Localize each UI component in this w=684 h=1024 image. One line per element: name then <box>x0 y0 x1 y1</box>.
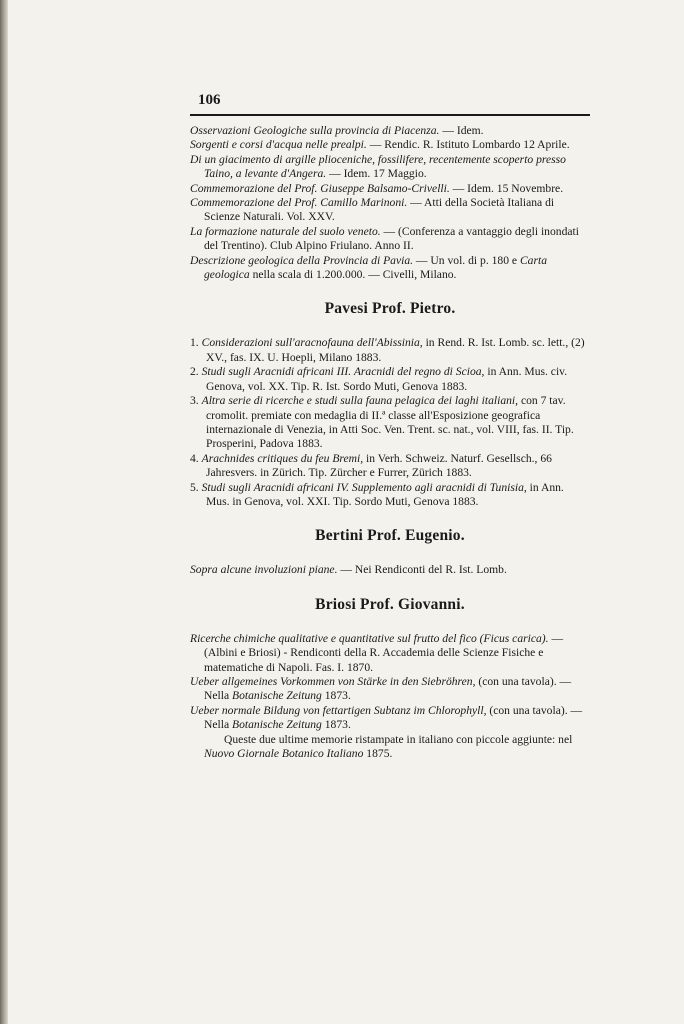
bibliography-entry <box>190 182 590 196</box>
entry-details: in Ann. Mus. in Genova, vol. XXI. Tip. Sordo Muti, Genova 1883. <box>206 480 564 508</box>
entry-title: Osservazioni Geologiche sulla provincia di Piacenza. <box>190 124 440 137</box>
closing-note <box>190 733 590 762</box>
numbered-entry <box>190 481 590 510</box>
pavesi-entries <box>190 336 590 509</box>
entry-title: Ueber allgemeines Vorkommen von Stärke in den Siebröhren, <box>190 674 476 688</box>
entry-title-secondary: Carta geologica <box>204 253 548 282</box>
entry-title: Ricerche chimiche qualitative e quantitative sul frutto del fico (Ficus carica). <box>190 631 549 645</box>
entry-title: Commemorazione del Prof. Giuseppe Balsamo-Crivelli. <box>190 181 450 195</box>
entry-title: Commemorazione del Prof. Camillo Marinoni. <box>190 196 408 210</box>
entry-details: in Ann. Mus. civ. Genova, vol. XX. Tip. R. Ist. Sordo Muti, Genova 1883. <box>206 365 568 393</box>
entry-title: Considerazioni sull'aracnofauna dell'Abissinia, <box>201 336 423 350</box>
bibliography-entry <box>190 675 590 704</box>
entry-details: con 7 tav. cromolit. premiate con medaglia di II.ª classe all'Esposizione geografica internazionale di Venezia, in Atti Soc. Ven. Trent. sc. nat., vol. VIII, fas. II. Tip. Prosperini, Padova 1883. <box>206 394 574 451</box>
entry-title: Di un giacimento di argille plioceniche, fossilifere, recentemente scoperto presso Taino, a levante d'Angera. <box>190 152 566 181</box>
bibliography-entry <box>190 138 590 152</box>
entry-details: (con una tavola). — Nella <box>204 703 583 732</box>
entry-details: — Atti della Società Italiana di Scienze Naturali. Vol. XXV. <box>204 196 555 224</box>
numbered-entry <box>190 336 590 365</box>
entry-title-secondary: Botanische Zeitung <box>232 718 322 732</box>
entry-number: 2. <box>190 365 199 379</box>
entry-title: Studi sugli Aracnidi africani III. Aracnidi del regno di Scioa, <box>201 365 485 379</box>
entry-details: — (Albini e Briosi) - Rendiconti della R. Accademia delle Scienze Fisiche e matematiche di Napoli. Fas. I. 1870. <box>204 631 564 674</box>
entry-details: — Rendic. R. Istituto Lombardo 12 Aprile. <box>366 138 570 152</box>
previous-author-entries <box>190 124 590 282</box>
section-heading-pavesi: Pavesi Prof. Pietro. <box>324 300 456 318</box>
entry-details: in Rend. R. Ist. Lomb. sc. lett., (2) XV., fas. IX. U. Hoepli, Milano 1883. <box>206 336 585 364</box>
bibliography-entry <box>190 124 590 138</box>
entry-details: — Un vol. di p. 180 e <box>413 253 520 267</box>
entry-title: Descrizione geologica della Provincia di Pavia. <box>190 253 414 267</box>
note-journal-title: Nuovo Giornale Botanico Italiano <box>204 747 364 760</box>
binding-edge <box>0 0 8 1024</box>
note-text: Queste due ultime memorie ristampate in italiano con piccole aggiunte: nel <box>224 732 573 746</box>
entry-number: 1. <box>190 336 199 350</box>
bibliography-entry <box>190 153 590 182</box>
note-year: 1875. <box>363 747 393 760</box>
entry-title: Studi sugli Aracnidi africani IV. Supplemento agli aracnidi di Tunisia, <box>201 480 527 494</box>
book-page <box>190 92 590 761</box>
bertini-entries <box>190 563 590 577</box>
entry-details: — (Conferenza a vantaggio degli inondati del Trentino). Club Alpino Friulano. Anno II. <box>204 224 579 253</box>
entry-title: Arachnides critiques du feu Bremi, <box>201 451 364 465</box>
bibliography-entry <box>190 563 590 577</box>
entry-title: La formazione naturale del suolo veneto. <box>190 224 381 238</box>
entry-title-secondary: Botanische Zeitung <box>232 689 322 703</box>
entry-details-secondary: 1873. <box>321 689 351 703</box>
numbered-entry <box>190 394 590 452</box>
entry-details: — Idem. 15 Novembre. <box>449 181 564 195</box>
page-number: 106 <box>198 92 221 108</box>
entry-details: (con una tavola). — Nella <box>204 674 572 703</box>
section-heading-briosi: Briosi Prof. Giovanni. <box>315 595 465 613</box>
entry-details: in Verh. Schweiz. Naturf. Gesellsch., 66 Jahresvers. in Zürich. Tip. Zürcher e Furrer, Zürich 1883. <box>206 451 552 480</box>
entry-details: — Idem. <box>439 124 484 137</box>
bibliography-entry <box>190 632 590 675</box>
numbered-entry <box>190 365 590 394</box>
bibliography-entry <box>190 254 590 283</box>
bibliography-entry <box>190 704 590 733</box>
entry-details: — Nei Rendiconti del R. Ist. Lomb. <box>337 563 507 577</box>
bibliography-entry <box>190 225 590 254</box>
entry-title: Ueber normale Bildung von fettartigen Subtanz im Chlorophyll, <box>190 703 487 717</box>
entry-details-secondary: nella scala di 1.200.000. — Civelli, Milano. <box>249 268 457 282</box>
entry-title: Sorgenti e corsi d'acqua nelle prealpi. <box>190 138 367 152</box>
entry-details-secondary: 1873. <box>321 718 351 732</box>
briosi-entries <box>190 632 590 762</box>
section-heading-bertini: Bertini Prof. Eugenio. <box>315 527 465 545</box>
entry-number: 4. <box>190 451 199 465</box>
bibliography-entry <box>190 196 590 225</box>
numbered-entry <box>190 452 590 481</box>
entry-number: 3. <box>190 394 199 408</box>
entry-number: 5. <box>190 480 199 494</box>
header-rule <box>190 114 590 116</box>
entry-details: — Idem. 17 Maggio. <box>326 167 427 181</box>
entry-title: Sopra alcune involuzioni piane. <box>190 563 338 577</box>
entry-title: Altra serie di ricerche e studi sulla fauna pelagica dei laghi italiani, <box>201 394 519 408</box>
